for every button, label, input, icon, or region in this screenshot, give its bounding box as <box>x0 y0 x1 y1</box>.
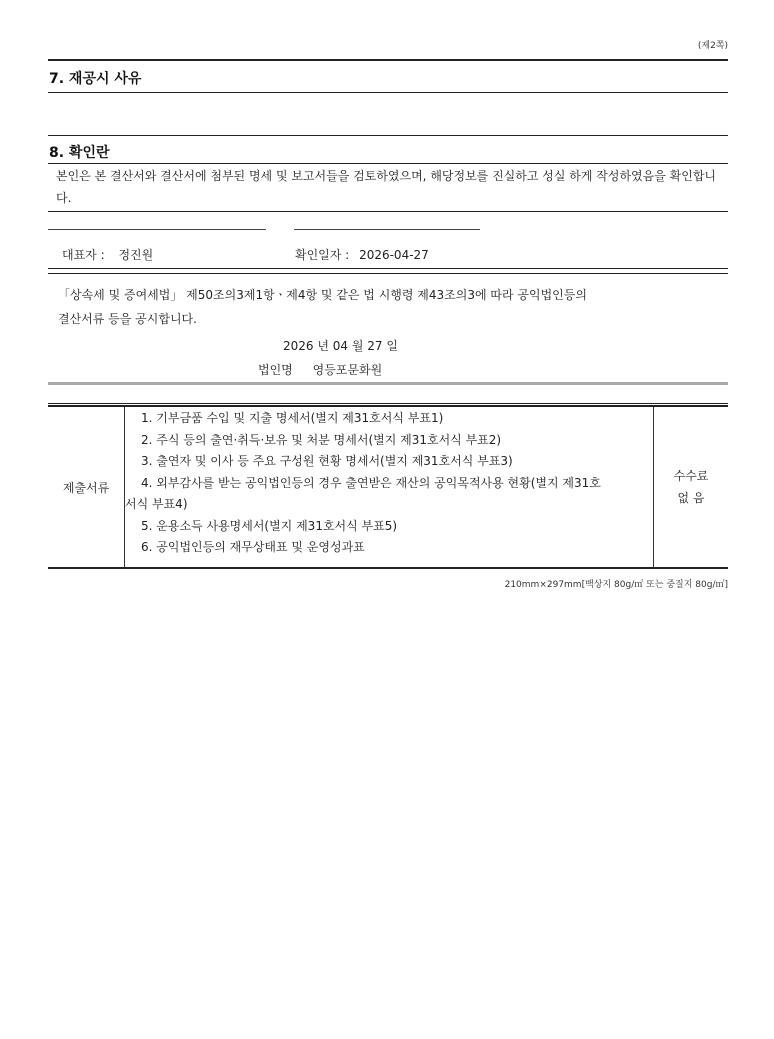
list-item: 5. 운용소득 사용명세서(별지 제31호서식 부표5) <box>141 518 398 533</box>
notice-text-line1: 「상속세 및 증여세법」 제50조의3제1항ㆍ제4항 및 같은 법 시행령 제43조의3에 따라 공익법인등의 <box>58 288 587 302</box>
list-item-continuation: 서식 부표4) <box>125 497 188 512</box>
notice-date: 2026 년 04 월 27 일 <box>283 339 398 353</box>
notice-bottom-rule <box>48 382 728 385</box>
notice-text-line2: 결산서류 등을 공시합니다. <box>58 312 197 326</box>
table-top-rule-thin <box>48 403 728 404</box>
list-item: 2. 주식 등의 출연·취득·보유 및 처분 명세서(별지 제31호서식 부표2) <box>141 432 502 447</box>
confirmation-statement: 본인은 본 결산서와 결산서에 첨부된 명세 및 보고서들을 검토하였으며, 해당정보를 진실하고 성실 하게 작성하였음을 확인합니다. <box>56 169 717 205</box>
list-item: 6. 공익법인등의 재무상태표 및 운영성과표 <box>141 540 365 555</box>
list-item: 3. 출연자 및 이사 등 주요 구성원 현황 명세서(별지 제31호서식 부표3) <box>141 454 513 469</box>
confirm-date-value: 2026-04-27 <box>359 248 429 262</box>
signature-line-right <box>294 229 480 230</box>
corporation-label: 법인명 <box>258 363 293 377</box>
representative-name: 정진원 <box>118 248 154 262</box>
submission-list <box>125 406 654 568</box>
section8-title-rule <box>48 163 728 164</box>
notice-top-rule-1 <box>48 268 728 269</box>
representative-label: 대표자 : <box>62 248 105 262</box>
submission-table <box>48 405 728 569</box>
signature-line-left <box>48 229 266 230</box>
section8-top-rule <box>48 135 728 136</box>
list-item: 1. 기부금품 수입 및 지출 명세서(별지 제31호서식 부표1) <box>141 411 444 426</box>
section7-bottom-rule <box>48 92 728 93</box>
page-number: (제2쪽) <box>697 41 728 51</box>
confirm-date-field <box>295 246 429 263</box>
section7-title: 7. 재공시 사유 <box>49 71 142 87</box>
paper-spec-note: 210mm×297mm[백상지 80g/㎡ 또는 중질지 80g/㎡] <box>504 580 728 590</box>
list-item: 4. 외부감사를 받는 공익법인등의 경우 출연받은 재산의 공익목적사용 현황(별지 제31호 <box>141 475 601 490</box>
notice-top-rule-2 <box>48 273 728 274</box>
fee-cell <box>654 406 729 568</box>
section7-top-rule <box>48 59 728 61</box>
section8-title: 8. 확인란 <box>49 145 110 161</box>
fee-value: 없 음 <box>677 491 705 505</box>
corporation-name: 영등포문화원 <box>312 363 383 377</box>
confirm-bottom-rule <box>48 211 728 212</box>
fee-label: 수수료 <box>673 469 709 483</box>
representative-field <box>62 246 153 263</box>
submission-label: 제출서류 <box>48 406 125 568</box>
confirm-date-label: 확인일자 : <box>295 248 350 262</box>
corporation-name-field <box>258 361 398 378</box>
